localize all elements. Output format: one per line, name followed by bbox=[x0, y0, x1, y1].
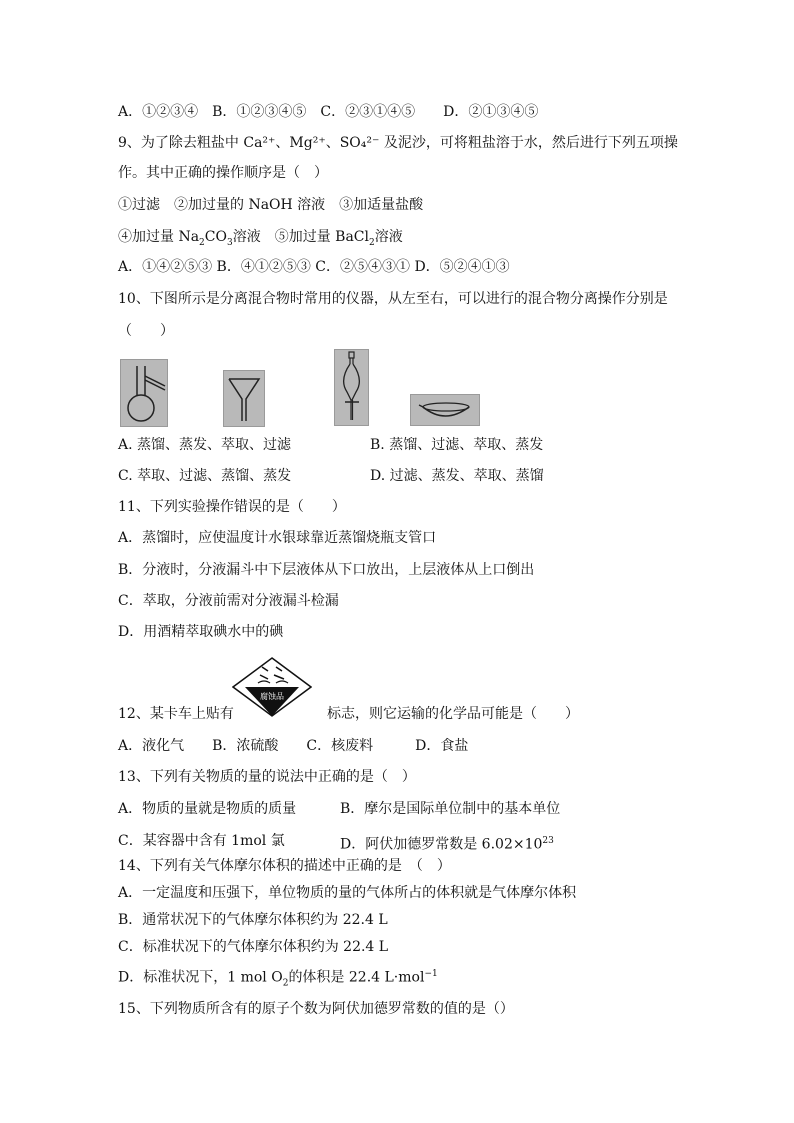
q14-option-d-part1: D．标准状况下，1 mol O bbox=[118, 969, 283, 986]
corrosive-icon bbox=[232, 657, 312, 717]
q10-paren: （ ） bbox=[118, 323, 174, 339]
funnel-figure bbox=[223, 370, 265, 427]
q9-items-line1: ①过滤 ②加过量的 NaOH 溶液 ③加适量盐酸 bbox=[118, 197, 424, 213]
q12-stem-part1: 12、某卡车上贴有 bbox=[118, 706, 234, 722]
q10-option-c: C. 萃取、过滤、蒸馏、蒸发 bbox=[118, 468, 292, 484]
q14-option-d-sub: 2 bbox=[282, 978, 289, 989]
q9-options: A．①④②⑤③ B．④①②⑤③ C．②⑤④③① D．⑤②④①③ bbox=[118, 259, 510, 275]
q14-option-d-sup: −1 bbox=[424, 969, 438, 979]
q13-option-c: C．某容器中含有 1mol 氯 bbox=[118, 833, 285, 849]
q14-option-d bbox=[118, 965, 438, 992]
q8-options: A．①②③④ B．①②③④⑤ C．②③①④⑤ D．②①③④⑤ bbox=[118, 104, 539, 120]
separatory-funnel-figure bbox=[334, 349, 369, 426]
q11-option-d: D．用酒精萃取碘水中的碘 bbox=[118, 624, 284, 640]
q14-option-a: A．一定温度和压强下，单位物质的量的气体所占的体积就是气体摩尔体积 bbox=[118, 885, 577, 901]
q14-stem: 14、下列有关气体摩尔体积的描述中正确的是 （ ） bbox=[118, 858, 451, 874]
evaporating-dish-icon bbox=[411, 395, 479, 425]
q9-item5-part2: 溶液 bbox=[374, 229, 403, 245]
q14-option-c: C．标准状况下的气体摩尔体积约为 22.4 L bbox=[118, 939, 389, 955]
q11-option-c: C．萃取，分液前需对分液漏斗检漏 bbox=[118, 593, 339, 609]
q12-stem-part2: 标志，则它运输的化学品可能是（ ） bbox=[327, 706, 579, 722]
q13-option-a: A．物质的量就是物质的质量 bbox=[118, 801, 297, 817]
q9-item5-part1: 溶液 ⑤加过量 BaCl bbox=[232, 229, 369, 245]
q9-item5-sub: 2 bbox=[369, 237, 375, 248]
funnel-icon bbox=[224, 371, 264, 426]
q14-option-b: B．通常状况下的气体摩尔体积约为 22.4 L bbox=[118, 912, 388, 928]
q13-option-d-text: D．阿伏加德罗常数是 6.02×10 bbox=[340, 836, 543, 853]
q13-stem: 13、下列有关物质的量的说法中正确的是（ ） bbox=[118, 769, 416, 785]
q10-option-a: A. 蒸馏、蒸发、萃取、过滤 bbox=[118, 437, 292, 453]
q10-stem: 10、下图所示是分离混合物时常用的仪器，从左至右，可以进行的混合物分离操作分别是 bbox=[118, 291, 668, 307]
q10-option-d: D. 过滤、蒸发、萃取、蒸馏 bbox=[370, 468, 544, 484]
q13-option-b: B．摩尔是国际单位制中的基本单位 bbox=[340, 801, 561, 817]
q10-option-b: B. 蒸馏、过滤、萃取、蒸发 bbox=[370, 437, 544, 453]
q9-stem-line2: 作。其中正确的操作顺序是（ ） bbox=[118, 165, 328, 181]
evaporating-dish-figure bbox=[410, 394, 480, 426]
q11-option-a: A．蒸馏时，应使温度计水银球靠近蒸馏烧瓶支管口 bbox=[118, 530, 437, 546]
q9-item4-sub2: 3 bbox=[226, 237, 233, 248]
q11-stem: 11、下列实验操作错误的是（ ） bbox=[118, 499, 346, 515]
q11-option-b: B．分液时，分液漏斗中下层液体从下口放出，上层液体从上口倒出 bbox=[118, 562, 535, 578]
distillation-flask-icon bbox=[121, 360, 167, 426]
distillation-flask-figure bbox=[120, 359, 168, 427]
q9-item4-sub1: 2 bbox=[199, 237, 205, 248]
q15-stem: 15、下列物质所含有的原子个数为阿伏加德罗常数的值的是（） bbox=[118, 1001, 514, 1017]
q13-option-d bbox=[340, 832, 554, 854]
q9-items-line2 bbox=[118, 228, 403, 252]
q9-item4-part1: ④加过量 Na bbox=[118, 229, 200, 245]
corrosive-hazard-sign bbox=[232, 657, 312, 717]
q13-option-d-exponent: 23 bbox=[542, 836, 554, 846]
q9-stem-line1: 9、为了除去粗盐中 Ca²⁺、Mg²⁺、SO₄²⁻ 及泥沙，可将粗盐溶于水，然后进行下列五项操 bbox=[118, 135, 678, 151]
hazard-label: 腐蚀品 bbox=[260, 692, 284, 701]
q9-item4-part2: CO bbox=[204, 229, 227, 245]
separatory-funnel-icon bbox=[335, 350, 368, 425]
q14-option-d-part2: 的体积是 22.4 L·mol bbox=[288, 969, 425, 986]
q12-options: A．液化气 B．浓硫酸 C．核废料 D．食盐 bbox=[118, 738, 469, 754]
